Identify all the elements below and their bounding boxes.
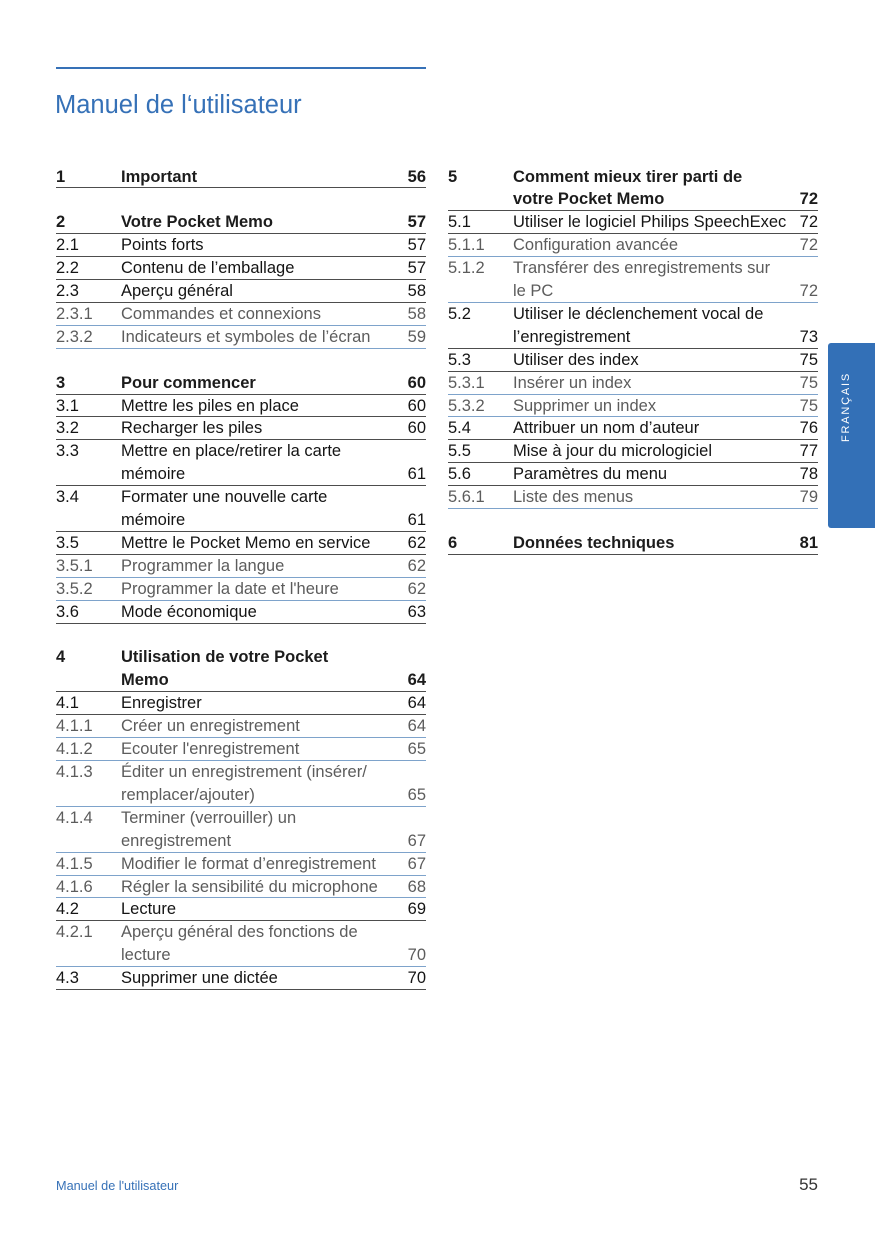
toc-entry-number: 4.1.4 [56, 808, 93, 827]
toc-entry-title [121, 967, 402, 990]
toc-entry[interactable] [448, 303, 818, 349]
toc-chapter [56, 646, 426, 990]
toc-entry-title [121, 921, 402, 967]
toc-entry-title-line: Recharger les piles [121, 419, 263, 438]
toc-entry-title-line: Contenu de l’emballage [121, 259, 295, 278]
toc-entry-title-line: Points forts [121, 236, 204, 255]
toc-entry-title-line: Mettre le Pocket Memo en service [121, 533, 371, 552]
toc-entry-page: 81 [799, 533, 818, 552]
toc-entry-title-line: Supprimer une dictée [121, 969, 278, 988]
toc-entry-page: 73 [799, 327, 818, 346]
toc-entry-title-line: Éditer un enregistrement (insérer/ [121, 763, 367, 782]
toc-entry-page: 61 [407, 511, 426, 530]
toc-entry[interactable] [448, 440, 818, 463]
toc-entry-page: 75 [799, 396, 818, 415]
toc-entry-title-line: Attribuer un nom d’auteur [513, 419, 700, 438]
toc-entry-page: 75 [799, 373, 818, 392]
toc-entry-number: 6 [448, 533, 458, 552]
language-tab [828, 343, 875, 528]
toc-entry[interactable] [56, 395, 426, 418]
toc-entry-number: 5.2 [448, 304, 471, 323]
toc-entry-number: 2.1 [56, 236, 79, 255]
toc-entry-number: 3.4 [56, 488, 79, 507]
toc-entry-title [513, 463, 794, 486]
toc-entry-title-line: Enregistrer [121, 694, 202, 713]
toc-entry[interactable] [56, 532, 426, 555]
toc-entry-title [121, 372, 402, 395]
toc-entry-number: 4.1.6 [56, 877, 93, 896]
toc-entry-page: 65 [407, 785, 426, 804]
toc-entry-title [121, 555, 402, 578]
toc-entry-title [121, 211, 402, 234]
toc-entry-page: 72 [799, 213, 818, 232]
toc-entry[interactable] [448, 372, 818, 395]
toc-entry-title-line: Mettre en place/retirer la carte [121, 442, 342, 461]
toc-entry-title [121, 532, 402, 555]
toc-entry-title [121, 280, 402, 303]
toc-entry[interactable] [56, 898, 426, 921]
toc-entry-number: 4 [56, 648, 66, 667]
toc-entry-page: 64 [407, 717, 426, 736]
toc-entry-title-line: Formater une nouvelle carte [121, 488, 328, 507]
toc-entry-title-line: Programmer la date et l'heure [121, 579, 339, 598]
toc-chapter-heading[interactable] [56, 646, 426, 692]
toc-entry-page: 61 [407, 465, 426, 484]
toc-entry-title-line: Aperçu général des fonctions de [121, 923, 358, 942]
toc-entry-number: 5.1.1 [448, 236, 485, 255]
toc-entry-title-line: Terminer (verrouiller) un [121, 808, 297, 827]
toc-entry-title-line: Insérer un index [513, 373, 632, 392]
toc-entry-title-line: Memo [121, 671, 169, 690]
toc-entry-number: 5.4 [448, 419, 471, 438]
page-number: 55 [799, 1175, 818, 1194]
toc-chapter-heading[interactable] [56, 372, 426, 395]
toc-entry[interactable] [448, 234, 818, 257]
toc-entry-title-line: Commandes et connexions [121, 304, 321, 323]
toc-entry-page: 70 [407, 969, 426, 988]
toc-entry-title-line: Utilisation de votre Pocket [121, 648, 329, 667]
toc-entry-title-line: Mode économique [121, 602, 257, 621]
toc-entry-title-line: Important [121, 167, 198, 186]
toc-entry-number: 5.5 [448, 442, 471, 461]
language-tab-label: FRANÇAIS [840, 371, 852, 443]
toc-entry[interactable] [448, 417, 818, 440]
toc-chapter-heading[interactable] [56, 166, 426, 189]
toc-entry-number: 5.3 [448, 350, 471, 369]
toc-entry-title [121, 646, 402, 692]
toc-entry-page: 62 [407, 533, 426, 552]
toc-entry[interactable] [448, 349, 818, 372]
toc-entry-page: 62 [407, 579, 426, 598]
toc-entry-page: 62 [407, 556, 426, 575]
toc-entry-number: 2 [56, 213, 66, 232]
toc-entry-title-line: Comment mieux tirer parti de [513, 167, 743, 186]
toc-entry-number: 4.1.3 [56, 763, 93, 782]
toc-entry-number: 4.1.1 [56, 717, 93, 736]
toc-entry-page: 60 [407, 373, 426, 392]
toc-entry-number: 5.6.1 [448, 488, 485, 507]
toc-entry-title [121, 417, 402, 440]
toc-entry-number: 5.3.2 [448, 396, 485, 415]
toc-entry-page: 60 [407, 419, 426, 438]
toc-entry-page: 65 [407, 740, 426, 759]
toc-entry-title [121, 440, 402, 486]
toc-entry-page: 63 [407, 602, 426, 621]
toc-entry-number: 4.2 [56, 900, 79, 919]
toc-entry-title-line: Mise à jour du micrologiciel [513, 442, 712, 461]
toc-entry[interactable] [56, 326, 426, 349]
toc-entry-page: 69 [407, 900, 426, 919]
toc-entry-title-line: Utiliser le logiciel Philips SpeechExec [513, 213, 787, 232]
toc-entry-title [121, 303, 402, 326]
toc-column-left [56, 166, 426, 991]
toc-entry-number: 2.3.2 [56, 327, 93, 346]
toc-entry[interactable] [56, 967, 426, 990]
toc-entry-page: 58 [407, 282, 426, 301]
toc-entry-title [513, 417, 794, 440]
toc-entry-page: 78 [799, 465, 818, 484]
toc-entry[interactable] [56, 601, 426, 624]
toc-entry[interactable] [56, 555, 426, 578]
toc-entry-number: 4.1.5 [56, 854, 93, 873]
toc-entry-title [513, 372, 794, 395]
toc-entry[interactable] [448, 395, 818, 418]
toc-entry-title [121, 898, 402, 921]
toc-entry-title [121, 486, 402, 532]
toc-entry[interactable] [56, 486, 426, 532]
toc-entry-title-line: mémoire [121, 465, 186, 484]
toc-entry-title-line: enregistrement [121, 831, 232, 850]
toc-entry-title-line: Supprimer un index [513, 396, 657, 415]
title-rule [56, 67, 426, 69]
toc-entry-title [121, 578, 402, 601]
toc-entry-number: 3.1 [56, 396, 79, 415]
toc-entry-title [513, 349, 794, 372]
toc-entry-page: 72 [799, 282, 818, 301]
toc-entry-page: 59 [407, 327, 426, 346]
toc-entry-title-line: Données techniques [513, 533, 675, 552]
toc-entry-title [121, 692, 402, 715]
toc-entry[interactable] [56, 303, 426, 326]
toc-entry-title [121, 853, 402, 876]
toc-entry-title-line: mémoire [121, 511, 186, 530]
toc-entry-title-line: lecture [121, 946, 171, 965]
toc-entry-title-line: l’enregistrement [513, 327, 631, 346]
toc-entry-title [121, 257, 402, 280]
toc-entry-page: 77 [799, 442, 818, 461]
toc-entry-title [121, 761, 402, 807]
toc-entry-title-line: Liste des menus [513, 488, 634, 507]
toc-entry-title-line: Programmer la langue [121, 556, 285, 575]
toc-entry-page: 57 [407, 259, 426, 278]
toc-entry-page: 79 [799, 488, 818, 507]
toc-entry-page: 72 [799, 236, 818, 255]
toc-entry[interactable] [56, 280, 426, 303]
toc-entry[interactable] [56, 715, 426, 738]
toc-entry[interactable] [56, 692, 426, 715]
toc-entry[interactable] [448, 257, 818, 303]
toc-entry-number: 3.2 [56, 419, 79, 438]
toc-entry-page: 64 [407, 671, 426, 690]
toc-entry-title-line: Configuration avancée [513, 236, 679, 255]
toc-entry[interactable] [448, 486, 818, 509]
toc-entry[interactable] [56, 257, 426, 280]
toc-entry-page: 68 [407, 877, 426, 896]
toc-entry-number: 3.5 [56, 533, 79, 552]
toc-entry-title-line: Pour commencer [121, 373, 256, 392]
toc-entry-title-line: Utiliser des index [513, 350, 639, 369]
toc-entry-title-line: Régler la sensibilité du microphone [121, 877, 378, 896]
toc-entry[interactable] [448, 463, 818, 486]
toc-entry-title [121, 166, 402, 189]
toc-entry-number: 5.1.2 [448, 259, 485, 278]
toc-entry-title [513, 395, 794, 418]
toc-entry[interactable] [56, 761, 426, 807]
toc-entry-page: 64 [407, 694, 426, 713]
toc-entry-number: 3.5.2 [56, 579, 93, 598]
toc-entry-title [513, 486, 794, 509]
toc-entry-page: 57 [407, 213, 426, 232]
toc-entry-title [121, 715, 402, 738]
toc-entry-title [513, 166, 794, 212]
toc-entry-number: 5.6 [448, 465, 471, 484]
toc-entry-number: 1 [56, 167, 66, 186]
toc-entry-page: 56 [407, 167, 426, 186]
toc-entry-title [513, 257, 794, 303]
toc-entry-title-line: Créer un enregistrement [121, 717, 300, 736]
toc-entry-number: 4.3 [56, 969, 79, 988]
toc-chapter [56, 211, 426, 348]
toc-entry-page: 67 [407, 831, 426, 850]
toc-entry-title [121, 601, 402, 624]
toc-entry-title [121, 326, 402, 349]
toc-entry-title [121, 876, 402, 899]
toc-entry-number: 2.3 [56, 282, 79, 301]
toc-entry[interactable] [448, 211, 818, 234]
toc-entry-title-line: Ecouter l'enregistrement [121, 740, 300, 759]
toc-entry-number: 4.2.1 [56, 923, 93, 942]
toc-entry-page: 67 [407, 854, 426, 873]
footer-title: Manuel de l'utilisateur [56, 1179, 179, 1193]
toc-entry-number: 3.6 [56, 602, 79, 621]
toc-entry[interactable] [56, 921, 426, 967]
toc-entry-number: 2.2 [56, 259, 79, 278]
toc-entry-title [513, 440, 794, 463]
toc-entry-title [121, 395, 402, 418]
toc-entry-title-line: Utiliser le déclenchement vocal de [513, 304, 764, 323]
toc-chapter-heading[interactable] [448, 532, 818, 555]
toc-entry-title-line: Transférer des enregistrements sur [513, 259, 771, 278]
toc-entry-title [121, 738, 402, 761]
toc-entry-number: 4.1 [56, 694, 79, 713]
toc-entry-title-line: Indicateurs et symboles de l’écran [121, 327, 371, 346]
toc-entry-page: 70 [407, 946, 426, 965]
toc-chapter [56, 372, 426, 624]
toc-entry-title [121, 807, 402, 853]
toc-entry-page: 76 [799, 419, 818, 438]
toc-chapter [448, 166, 818, 510]
toc-entry-title-line: votre Pocket Memo [513, 190, 665, 209]
toc-entry-title-line: Paramètres du menu [513, 465, 668, 484]
toc-entry[interactable] [56, 876, 426, 899]
toc-entry-number: 4.1.2 [56, 740, 93, 759]
toc-entry[interactable] [56, 417, 426, 440]
toc-entry-number: 2.3.1 [56, 304, 93, 323]
toc-column-right [448, 166, 818, 555]
toc-chapter-heading[interactable] [56, 211, 426, 234]
toc-entry[interactable] [56, 853, 426, 876]
toc-entry-number: 3.5.1 [56, 556, 93, 575]
toc-entry-number: 5.1 [448, 213, 471, 232]
toc-entry-page: 75 [799, 350, 818, 369]
toc-chapter-heading[interactable] [448, 166, 818, 212]
toc-entry[interactable] [56, 807, 426, 853]
toc-entry-title-line: le PC [513, 282, 554, 301]
toc-entry-title-line: Lecture [121, 900, 177, 919]
toc-entry[interactable] [56, 738, 426, 761]
toc-entry-page: 57 [407, 236, 426, 255]
toc-entry-number: 5.3.1 [448, 373, 485, 392]
toc-entry-title-line: Aperçu général [121, 282, 233, 301]
toc-entry-number: 3 [56, 373, 66, 392]
toc-entry-number: 3.3 [56, 442, 79, 461]
toc-entry-page: 72 [799, 190, 818, 209]
toc-entry-page: 60 [407, 396, 426, 415]
toc-entry-page: 58 [407, 304, 426, 323]
toc-entry-title-line: remplacer/ajouter) [121, 785, 255, 804]
toc-entry-title-line: Modifier le format d’enregistrement [121, 854, 376, 873]
toc-entry-title-line: Mettre les piles en place [121, 396, 299, 415]
toc-entry-title [513, 211, 794, 234]
toc-entry-number: 5 [448, 167, 458, 186]
toc-entry-title-line: Votre Pocket Memo [121, 213, 273, 232]
toc-entry[interactable] [56, 440, 426, 486]
toc-entry-title [513, 303, 794, 349]
toc-entry[interactable] [56, 234, 426, 257]
page-title: Manuel de l‘utilisateur [55, 91, 302, 119]
toc-entry-title [513, 234, 794, 257]
toc-entry-title [121, 234, 402, 257]
toc-entry[interactable] [56, 578, 426, 601]
toc-chapter [448, 532, 818, 555]
toc-entry-title [513, 532, 794, 555]
toc-chapter [56, 166, 426, 189]
